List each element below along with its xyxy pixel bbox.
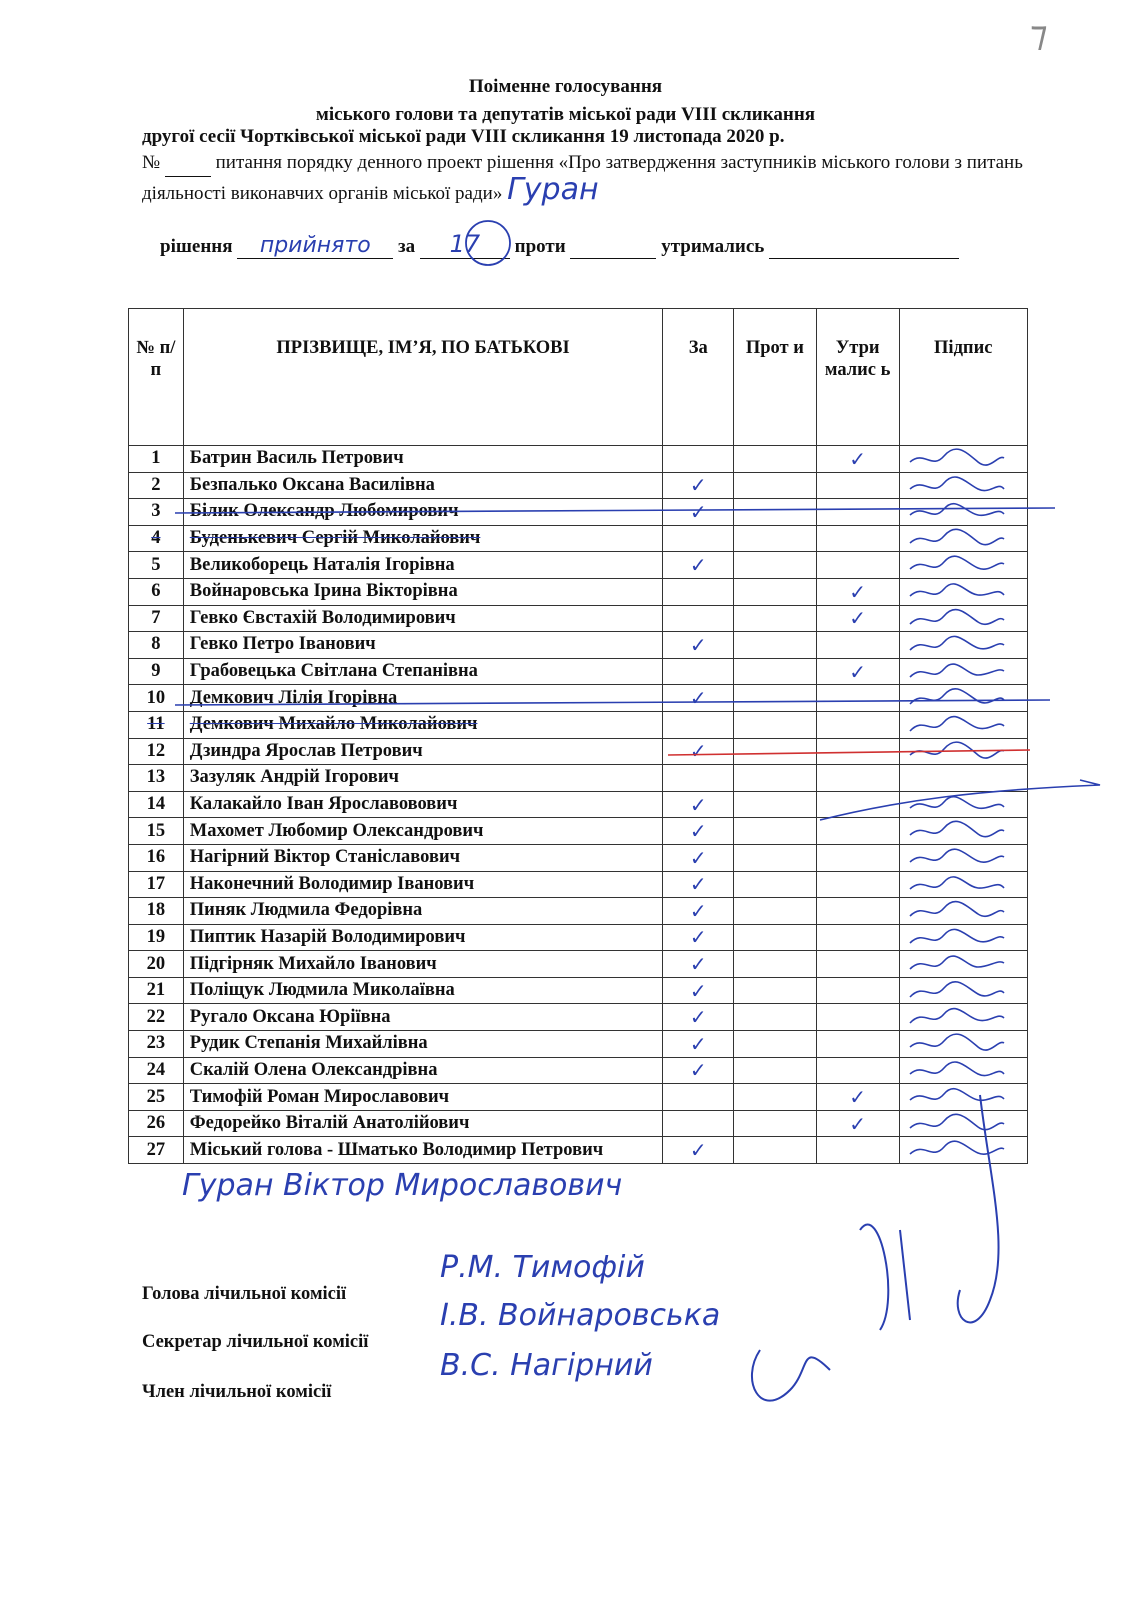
row-proty-mark — [734, 685, 817, 712]
header-name: ПРІЗВИЩЕ, ІМ’Я, ПО БАТЬКОВІ — [183, 309, 663, 446]
row-utr-mark — [816, 711, 899, 738]
row-za-mark — [663, 525, 734, 552]
row-num: 26 — [129, 1110, 184, 1137]
utr-label: утримались — [661, 236, 765, 257]
row-num: 24 — [129, 1057, 184, 1084]
signature-scribble — [906, 1113, 1006, 1135]
row-signature — [899, 791, 1027, 818]
row-num: 4 — [129, 525, 184, 552]
signature-scribble — [906, 634, 1006, 656]
corner-mark: ⁊ — [1030, 14, 1048, 55]
row-utr-mark — [816, 1137, 899, 1164]
row-num: 14 — [129, 791, 184, 818]
row-proty-mark — [734, 1057, 817, 1084]
row-za-mark: ✓ — [663, 499, 734, 526]
row-proty-mark — [734, 711, 817, 738]
row-za-mark: ✓ — [663, 924, 734, 951]
row-num: 1 — [129, 446, 184, 473]
row-num: 20 — [129, 951, 184, 978]
row-name: Батрин Василь Петрович — [183, 446, 663, 473]
row-name: Нагірний Віктор Станіславович — [183, 844, 663, 871]
decision-value: прийнято — [259, 233, 371, 258]
row-num: 22 — [129, 1004, 184, 1031]
table-row — [129, 1137, 1028, 1164]
row-proty-mark — [734, 791, 817, 818]
table-row — [129, 578, 1028, 605]
row-za-mark: ✓ — [663, 1004, 734, 1031]
row-signature — [899, 1137, 1027, 1164]
table-row — [129, 685, 1028, 712]
row-name: Демкович Лілія Ігорівна — [183, 685, 663, 712]
row-num: 12 — [129, 738, 184, 765]
row-name: Буденькевич Сергій Миколайович — [183, 525, 663, 552]
row-signature — [899, 1031, 1027, 1058]
row-utr-mark — [816, 552, 899, 579]
row-num: 9 — [129, 658, 184, 685]
row-utr-mark — [816, 818, 899, 845]
row-signature — [899, 844, 1027, 871]
row-name: Ругало Оксана Юріївна — [183, 1004, 663, 1031]
row-signature — [899, 525, 1027, 552]
row-utr-mark — [816, 951, 899, 978]
table-row — [129, 924, 1028, 951]
row-za-mark — [663, 605, 734, 632]
row-proty-mark — [734, 658, 817, 685]
row-utr-mark: ✓ — [816, 658, 899, 685]
row-num: 17 — [129, 871, 184, 898]
signature-scribble — [906, 554, 1006, 576]
row-utr-mark: ✓ — [816, 605, 899, 632]
row-za-mark — [663, 446, 734, 473]
issue-number-label: № — [142, 152, 161, 173]
row-proty-mark — [734, 1031, 817, 1058]
signature-scribble — [906, 528, 1006, 550]
row-utr-mark — [816, 472, 899, 499]
row-signature — [899, 765, 1027, 792]
issue-number-blank — [165, 150, 211, 177]
header-proty: Прот и — [734, 309, 817, 446]
row-utr-mark — [816, 685, 899, 712]
row-utr-mark — [816, 871, 899, 898]
decision-line — [160, 230, 959, 259]
row-za-mark: ✓ — [663, 472, 734, 499]
row-za-mark — [663, 658, 734, 685]
table-row — [129, 1031, 1028, 1058]
proty-label: проти — [514, 236, 566, 257]
row-name: Рудик Степанія Михайлівна — [183, 1031, 663, 1058]
row-proty-mark — [734, 765, 817, 792]
row-za-mark — [663, 1110, 734, 1137]
table-row — [129, 658, 1028, 685]
added-member-note: Гуран Віктор Мирославович — [182, 1168, 623, 1203]
row-za-mark: ✓ — [663, 871, 734, 898]
row-utr-mark — [816, 738, 899, 765]
table-row — [129, 525, 1028, 552]
row-za-mark: ✓ — [663, 1031, 734, 1058]
row-utr-mark — [816, 924, 899, 951]
row-num: 27 — [129, 1137, 184, 1164]
row-za-mark: ✓ — [663, 1057, 734, 1084]
doc-subtitle: міського голови та депутатів міської ради VIII скликання — [315, 104, 816, 125]
row-za-mark: ✓ — [663, 791, 734, 818]
table-row — [129, 1110, 1028, 1137]
row-za-mark: ✓ — [663, 977, 734, 1004]
row-proty-mark — [734, 446, 817, 473]
table-row — [129, 818, 1028, 845]
signature-scribble — [906, 900, 1006, 922]
row-utr-mark — [816, 632, 899, 659]
signature-scribble — [906, 687, 1006, 709]
table-row — [129, 791, 1028, 818]
row-name: Демкович Михайло Миколайович — [183, 711, 663, 738]
row-num: 16 — [129, 844, 184, 871]
row-utr-mark: ✓ — [816, 446, 899, 473]
signature-scribble — [906, 1006, 1006, 1028]
row-utr-mark — [816, 791, 899, 818]
row-proty-mark — [734, 632, 817, 659]
signature-scribble — [906, 1139, 1006, 1161]
agenda-issue — [142, 150, 1062, 207]
row-proty-mark — [734, 924, 817, 951]
row-proty-mark — [734, 605, 817, 632]
row-name: Білик Олександр Любомирович — [183, 499, 663, 526]
table-row — [129, 1004, 1028, 1031]
row-name: Дзиндра Ярослав Петрович — [183, 738, 663, 765]
row-signature — [899, 711, 1027, 738]
table-row — [129, 552, 1028, 579]
row-signature — [899, 578, 1027, 605]
row-num: 11 — [129, 711, 184, 738]
table-row — [129, 446, 1028, 473]
row-proty-mark — [734, 977, 817, 1004]
row-name: Грабовецька Світлана Степанівна — [183, 658, 663, 685]
row-proty-mark — [734, 1084, 817, 1111]
row-num: 5 — [129, 552, 184, 579]
signature-scribble — [906, 874, 1006, 896]
signature-stroke — [860, 1224, 910, 1330]
row-utr-mark — [816, 525, 899, 552]
table-row — [129, 1057, 1028, 1084]
row-num: 23 — [129, 1031, 184, 1058]
signature-scribble — [906, 661, 1006, 683]
commission-member-label: Член лічильної комісії — [142, 1382, 332, 1402]
issue-handwritten: Гуран — [507, 172, 599, 207]
row-name: Гевко Євстахій Володимирович — [183, 605, 663, 632]
commission-secretary-signature: І.В. Войнаровська — [440, 1298, 721, 1333]
row-za-mark — [663, 1084, 734, 1111]
row-proty-mark — [734, 472, 817, 499]
row-signature — [899, 1110, 1027, 1137]
commission-chair-label: Голова лічильної комісії — [142, 1284, 347, 1304]
row-signature — [899, 977, 1027, 1004]
row-za-mark — [663, 765, 734, 792]
row-name: Підгірняк Михайло Іванович — [183, 951, 663, 978]
commission-secretary-label: Секретар лічильної комісії — [142, 1332, 369, 1352]
row-signature — [899, 818, 1027, 845]
signature-scribble — [906, 741, 1006, 763]
row-proty-mark — [734, 552, 817, 579]
commission-chair-signature: Р.М. Тимофій — [440, 1250, 645, 1285]
commission-member-signature: В.С. Нагірний — [440, 1348, 653, 1383]
row-signature — [899, 472, 1027, 499]
row-signature — [899, 552, 1027, 579]
header-num: № п/п — [129, 309, 184, 446]
row-za-mark: ✓ — [663, 738, 734, 765]
doc-title: Поіменне голосування — [468, 76, 663, 97]
row-za-mark: ✓ — [663, 844, 734, 871]
row-proty-mark — [734, 951, 817, 978]
row-num: 21 — [129, 977, 184, 1004]
row-signature — [899, 499, 1027, 526]
row-name: Зазуляк Андрій Ігорович — [183, 765, 663, 792]
row-za-mark: ✓ — [663, 552, 734, 579]
vote-table-header — [129, 309, 1028, 446]
row-proty-mark — [734, 578, 817, 605]
row-signature — [899, 685, 1027, 712]
row-signature — [899, 898, 1027, 925]
row-proty-mark — [734, 818, 817, 845]
signature-scribble — [906, 581, 1006, 603]
row-utr-mark: ✓ — [816, 1084, 899, 1111]
decision-value-field — [237, 233, 393, 259]
table-row — [129, 711, 1028, 738]
signature-scribble — [906, 1086, 1006, 1108]
row-signature — [899, 871, 1027, 898]
row-num: 2 — [129, 472, 184, 499]
vote-table — [128, 308, 1028, 1164]
row-proty-mark — [734, 499, 817, 526]
row-num: 3 — [129, 499, 184, 526]
za-value-field — [420, 230, 510, 259]
row-name: Пиптик Назарій Володимирович — [183, 924, 663, 951]
issue-text: питання порядку денного проект рішення «Про затвердження заступників міського голови з питань діяльності виконавчих органів міської ради» — [142, 152, 1023, 204]
row-proty-mark — [734, 844, 817, 871]
row-name: Тимофій Роман Мирославович — [183, 1084, 663, 1111]
row-signature — [899, 632, 1027, 659]
utr-blank — [769, 236, 959, 259]
row-name: Наконечний Володимир Іванович — [183, 871, 663, 898]
row-proty-mark — [734, 871, 817, 898]
row-signature — [899, 1084, 1027, 1111]
row-num: 13 — [129, 765, 184, 792]
row-num: 19 — [129, 924, 184, 951]
signature-scribble — [906, 608, 1006, 630]
row-signature — [899, 951, 1027, 978]
row-num: 7 — [129, 605, 184, 632]
table-row — [129, 1084, 1028, 1111]
table-row — [129, 605, 1028, 632]
row-proty-mark — [734, 1110, 817, 1137]
row-name: Міський голова - Шматько Володимир Петрович — [183, 1137, 663, 1164]
table-row — [129, 871, 1028, 898]
row-utr-mark — [816, 977, 899, 1004]
signature-scribble — [906, 501, 1006, 523]
za-value: 17 — [449, 230, 481, 258]
decision-label: рішення — [160, 236, 233, 257]
row-name: Великоборець Наталія Ігорівна — [183, 552, 663, 579]
table-row — [129, 844, 1028, 871]
row-za-mark: ✓ — [663, 951, 734, 978]
row-proty-mark — [734, 1004, 817, 1031]
row-name: Федорейко Віталій Анатолійович — [183, 1110, 663, 1137]
row-za-mark: ✓ — [663, 632, 734, 659]
row-utr-mark — [816, 844, 899, 871]
signature-scribble — [906, 1060, 1006, 1082]
table-row — [129, 738, 1028, 765]
signature-scribble — [906, 953, 1006, 975]
row-utr-mark — [816, 898, 899, 925]
row-proty-mark — [734, 898, 817, 925]
row-utr-mark — [816, 1031, 899, 1058]
row-name: Пиняк Людмила Федорівна — [183, 898, 663, 925]
table-row — [129, 472, 1028, 499]
row-num: 6 — [129, 578, 184, 605]
table-row — [129, 898, 1028, 925]
signature-scribble — [906, 847, 1006, 869]
row-signature — [899, 1004, 1027, 1031]
row-signature — [899, 738, 1027, 765]
signature-scribble — [906, 980, 1006, 1002]
row-za-mark — [663, 578, 734, 605]
row-za-mark — [663, 711, 734, 738]
row-num: 25 — [129, 1084, 184, 1111]
row-num: 10 — [129, 685, 184, 712]
row-utr-mark — [816, 1004, 899, 1031]
header-za: За — [663, 309, 734, 446]
row-signature — [899, 605, 1027, 632]
row-utr-mark — [816, 1057, 899, 1084]
row-name: Войнаровська Ірина Вікторівна — [183, 578, 663, 605]
signature-scribble — [906, 714, 1006, 736]
row-utr-mark: ✓ — [816, 578, 899, 605]
proty-blank — [570, 236, 656, 259]
table-row — [129, 632, 1028, 659]
row-name: Скалій Олена Олександрівна — [183, 1057, 663, 1084]
row-name: Гевко Петро Іванович — [183, 632, 663, 659]
row-signature — [899, 658, 1027, 685]
row-proty-mark — [734, 738, 817, 765]
row-name: Калакайло Іван Ярославовович — [183, 791, 663, 818]
signature-scribble — [906, 448, 1006, 470]
row-name: Поліщук Людмила Миколаївна — [183, 977, 663, 1004]
row-name: Махомет Любомир Олександрович — [183, 818, 663, 845]
header-signature: Підпис — [899, 309, 1027, 446]
row-za-mark: ✓ — [663, 818, 734, 845]
row-utr-mark — [816, 765, 899, 792]
table-row — [129, 977, 1028, 1004]
row-num: 15 — [129, 818, 184, 845]
row-za-mark: ✓ — [663, 685, 734, 712]
signature-scribble — [906, 927, 1006, 949]
row-signature — [899, 1057, 1027, 1084]
row-utr-mark: ✓ — [816, 1110, 899, 1137]
row-za-mark: ✓ — [663, 898, 734, 925]
row-proty-mark — [734, 525, 817, 552]
table-row — [129, 951, 1028, 978]
session-line: другої сесії Чортківської міської ради VIII скликання 19 листопада 2020 р. — [142, 126, 785, 147]
row-name: Безпалько Оксана Василівна — [183, 472, 663, 499]
signature-stroke — [752, 1350, 830, 1401]
table-row — [129, 765, 1028, 792]
row-proty-mark — [734, 1137, 817, 1164]
row-signature — [899, 924, 1027, 951]
signature-scribble — [906, 794, 1006, 816]
header-utr: Утри малис ь — [816, 309, 899, 446]
table-row — [129, 499, 1028, 526]
za-label: за — [398, 236, 416, 257]
row-za-mark: ✓ — [663, 1137, 734, 1164]
signature-scribble — [906, 1033, 1006, 1055]
signature-scribble — [906, 820, 1006, 842]
signature-scribble — [906, 475, 1006, 497]
row-signature — [899, 446, 1027, 473]
row-num: 18 — [129, 898, 184, 925]
row-num: 8 — [129, 632, 184, 659]
row-utr-mark — [816, 499, 899, 526]
